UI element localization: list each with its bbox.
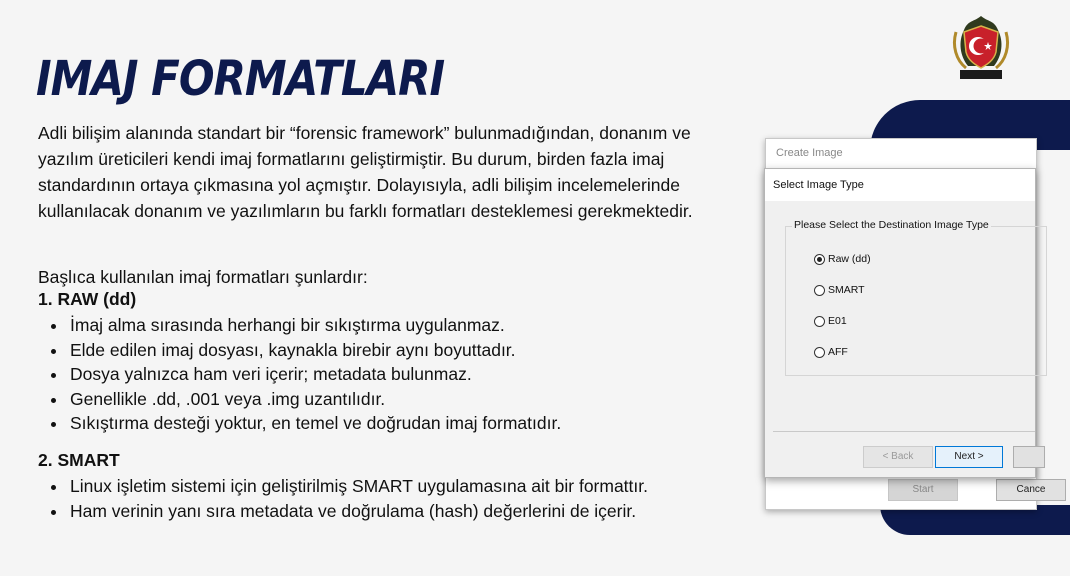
radio-label: AFF — [828, 346, 848, 358]
start-button[interactable]: Start — [888, 479, 958, 501]
radio-label: Raw (dd) — [828, 253, 871, 265]
radio-aff[interactable] — [814, 346, 848, 358]
radio-icon[interactable] — [814, 316, 825, 327]
smart-bullet-list — [38, 474, 648, 523]
list-item: • Sıkıştırma desteği yoktur, en temel ve doğrudan imaj formatıdır. — [68, 411, 561, 436]
intro-paragraph: Adli bilişim alanında standart bir “forensic framework” bulunmadığından, donanım ve yazılım üreticileri kendi imaj formatlarını geliştirmiştir. Bu durum, birden fazla imaj standardının ortaya çıkmasına yol açmıştır. Dolayısıyla, adli bilişim incelemelerinde kullanılacak donanım ve yazılımların bu farklı formatları desteklemesi gerekmektedir. — [38, 123, 693, 221]
radio-smart[interactable] — [814, 284, 865, 296]
group-label: Please Select the Destination Image Type — [794, 219, 989, 231]
radio-label: E01 — [828, 315, 847, 327]
page-title: IMAJ FORMATLARI — [36, 50, 445, 107]
formats-lead-text: Başlıca kullanılan imaj formatları şunlardır: — [38, 267, 368, 287]
radio-icon[interactable] — [814, 347, 825, 358]
dialog-separator — [773, 431, 1035, 432]
list-item: • İmaj alma sırasında herhangi bir sıkıştırma uygulanmaz. — [68, 313, 561, 338]
cancel-button[interactable]: Cance — [996, 479, 1066, 501]
select-image-type-dialog — [764, 168, 1036, 478]
radio-e01[interactable] — [814, 315, 847, 327]
cancel-button-partial[interactable] — [1013, 446, 1045, 468]
list-item: • Linux işletim sistemi için geliştirilmiş SMART uygulamasına ait bir formattır. — [68, 474, 648, 499]
list-item: • Dosya yalnızca ham veri içerir; metadata bulunmaz. — [68, 362, 561, 387]
back-button[interactable]: < Back — [863, 446, 933, 468]
next-button[interactable]: Next > — [935, 446, 1003, 468]
raw-bullet-list — [38, 313, 561, 436]
radio-selected-icon[interactable] — [814, 254, 825, 265]
list-item: • Ham verinin yanı sıra metadata ve doğrulama (hash) değerlerini de içerir. — [68, 499, 648, 524]
image-type-group — [785, 219, 1047, 376]
list-item: • Elde edilen imaj dosyası, kaynakla birebir aynı boyuttadır. — [68, 338, 561, 363]
section-heading-smart: 2. SMART — [38, 450, 120, 470]
window-title: Create Image — [776, 147, 843, 159]
radio-icon[interactable] — [814, 285, 825, 296]
section-heading-raw: 1. RAW (dd) — [38, 289, 137, 309]
list-item: • Genellikle .dd, .001 veya .img uzantılıdır. — [68, 387, 561, 412]
dialog-title: Select Image Type — [765, 169, 1035, 201]
radio-label: SMART — [828, 284, 865, 296]
crescent-star-emblem-icon — [950, 12, 1012, 82]
radio-raw[interactable] — [814, 253, 871, 265]
